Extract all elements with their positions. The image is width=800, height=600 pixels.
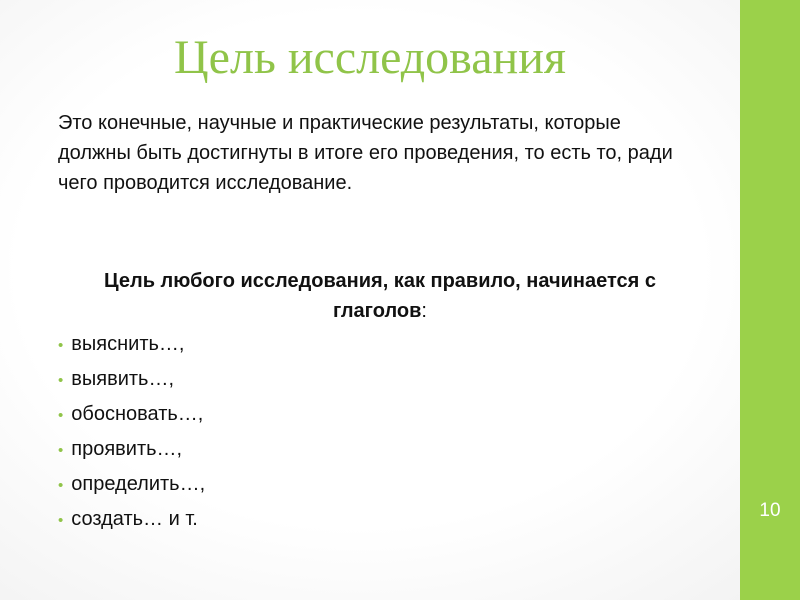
- list-item: [58, 362, 205, 397]
- page-number: 10: [759, 500, 781, 521]
- list-item-text: выявить…,: [71, 368, 175, 390]
- bullet-icon: •: [58, 477, 64, 494]
- subheading-colon: :: [421, 300, 427, 322]
- list-item-text: проявить…,: [71, 438, 183, 460]
- list-item: [58, 432, 205, 467]
- bullet-icon: •: [58, 512, 64, 529]
- list-item-text: выяснить…,: [71, 333, 185, 355]
- list-item: [58, 467, 205, 502]
- bullet-icon: •: [58, 337, 64, 354]
- intro-paragraph: Это конечные, научные и практические результаты, которые должны быть достигнуты в итоге его проведения, то есть то, ради чего проводится исследование.: [58, 112, 673, 194]
- bullet-icon: •: [58, 372, 64, 389]
- subheading-text: Цель любого исследования, как правило, начинается с глаголов: [104, 270, 656, 322]
- subheading: [60, 266, 700, 326]
- bullet-icon: •: [58, 442, 64, 459]
- verb-list: [58, 327, 205, 537]
- accent-sidebar: [740, 0, 800, 600]
- list-item-text: определить…,: [71, 473, 206, 495]
- list-item-text: обосновать…,: [71, 403, 204, 425]
- bullet-icon: •: [58, 407, 64, 424]
- list-item: [58, 502, 205, 537]
- list-item: [58, 397, 205, 432]
- slide-title: Цель исследования: [174, 31, 566, 84]
- list-item: [58, 327, 205, 362]
- list-item-text: создать… и т.: [71, 508, 198, 530]
